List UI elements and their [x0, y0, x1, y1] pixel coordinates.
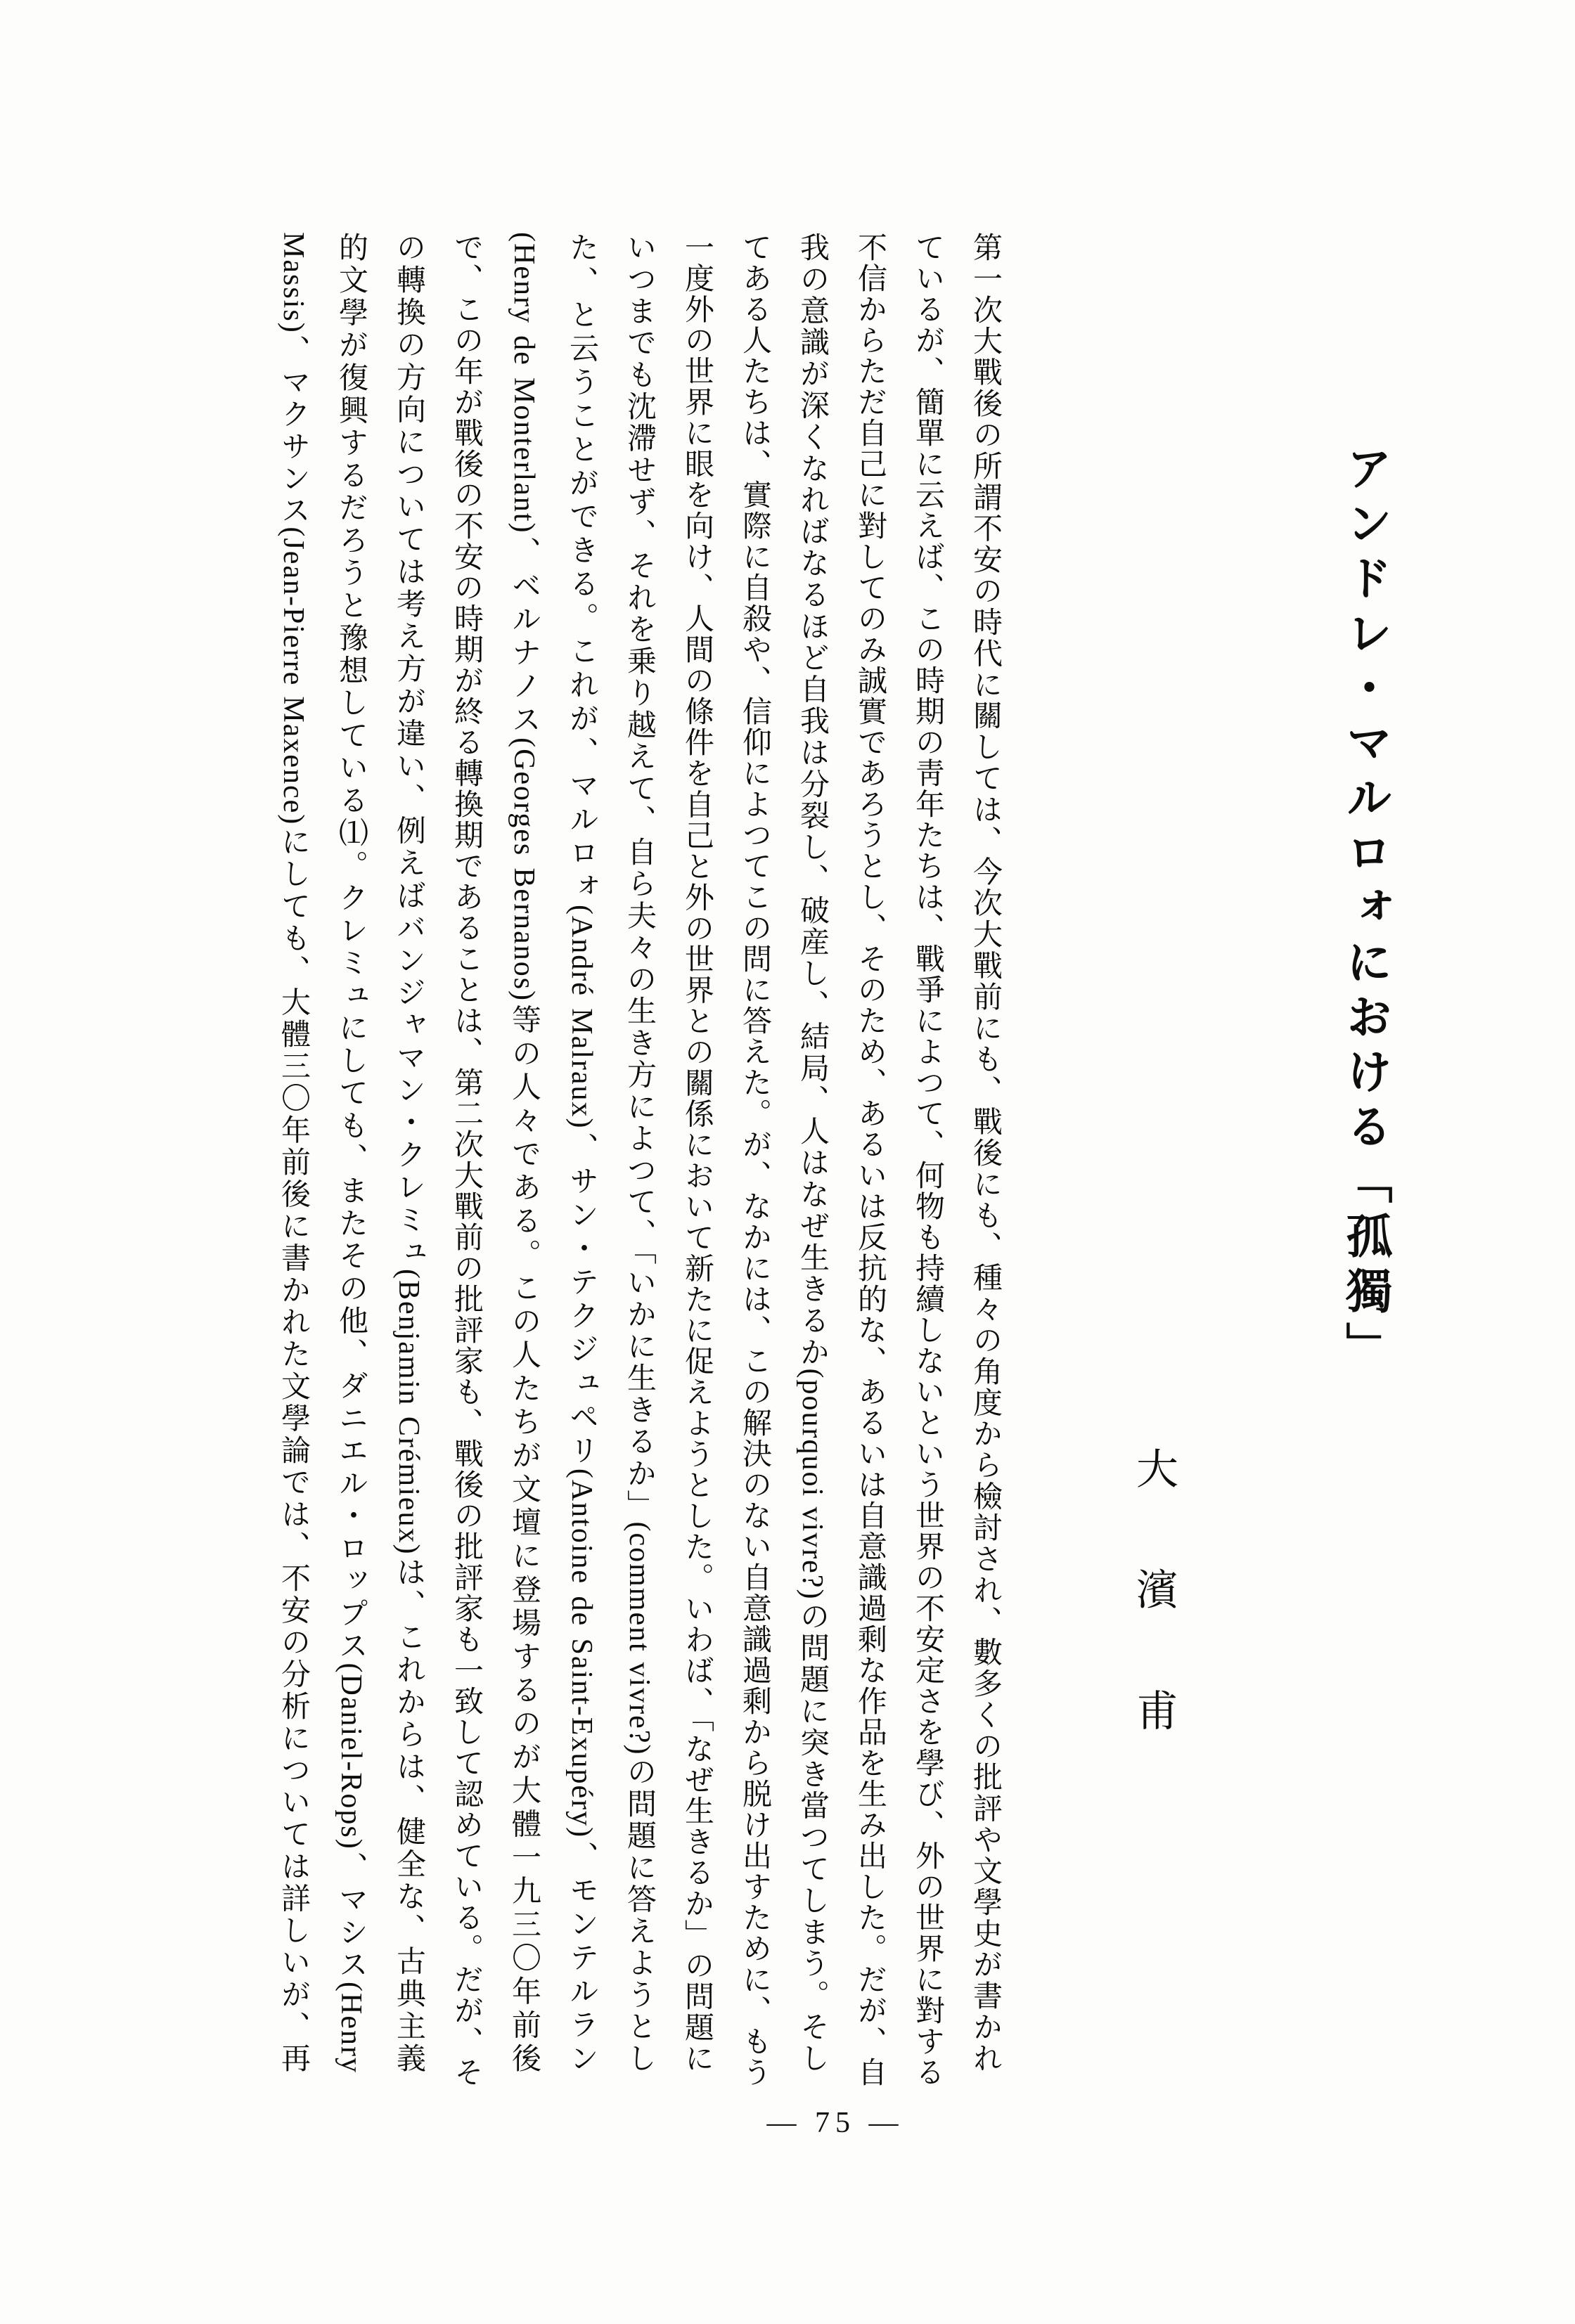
body-column-10: で、この年が戰後の不安の時期が終る轉換期であることは、第二次大戰前の批評家も、戰後の批評家も一致して認めている。だが、そ — [450, 232, 482, 2088]
body-column-2: ているが、簡單に云えば、この時期の靑年たちは、戰爭によつて、何物も持續しないという世界の不安定さを學び、外の世界に對する — [911, 232, 944, 2088]
body-column-9: (Henry de Monterlant)、ベルナノス(Georges Bernanos)等の人々である。この人たちが文壇に登場するのが大體一九三〇年前後 — [508, 232, 540, 2074]
body-column-11: の轉換の方向については考え方が違い、例えばバンジャマン・クレミュ(Benjamin Crémieux)は、これからは、健全な、古典主義 — [392, 232, 425, 2074]
body-column-8: た、と云うことができる。これが、マルロォ(André Malraux)、サン・テクジュペリ(Antoine de Saint-Exupéry)、モンテルラン — [565, 232, 598, 2074]
body-column-7: いつまでも沈滯せず、それを乗り越えて、自ら夫々の生き方によつて、「いかに生きるか」(comment vivre?)の問題に答えようとし — [623, 232, 655, 2074]
page-title: アンドレ・マルロォにおける「孤獨」 — [1339, 444, 1390, 1376]
body-column-3: 不信からただ自己に對してのみ誠實であろうとし、そのため、あるいは反抗的な、あるいは自意識過剩な作品を生み出した。だが、自 — [854, 232, 886, 2088]
body-column-5: てある人たちは、實際に自殺や、信仰によつてこの問に答えた。が、なかには、この解決のない自意識過剩から脱け出すために、もう — [738, 232, 771, 2088]
body-column-12: 的文學が復興するだろうと豫想している⑴。クレミュにしても、またその他、ダニエル・ロップス(Daniel-Rops)、マシス(Henry — [335, 232, 367, 2074]
body-column-13: Massis)、マクサンス(Jean-Pierre Maxence)にしても、大體三〇年前後に書かれた文學論では、不安の分析については詳しいが、再 — [277, 232, 309, 2074]
author-name: 大濱甫 — [1131, 1447, 1177, 1809]
body-column-6: 一度外の世界に眼を向け、人間の條件を自己と外の世界との關係において新たに促えようとした。いわば、「なぜ生きるか」の問題に — [681, 232, 713, 2074]
body-column-1: 第一次大戰後の所謂不安の時代に關しては、今次大戰前にも、戰後にも、種々の角度から檢討され、數多くの批評や文學史が書かれ — [969, 232, 1001, 2074]
body-text — [264, 232, 1014, 2088]
page-number: — 75 — — [766, 2107, 904, 2139]
body-column-4: 我の意識が深くなればなるほど自我は分裂し、破産し、結局、人はなぜ生きるか(pourquoi vivre?)の問題に突き當つてしまう。そし — [796, 232, 828, 2074]
